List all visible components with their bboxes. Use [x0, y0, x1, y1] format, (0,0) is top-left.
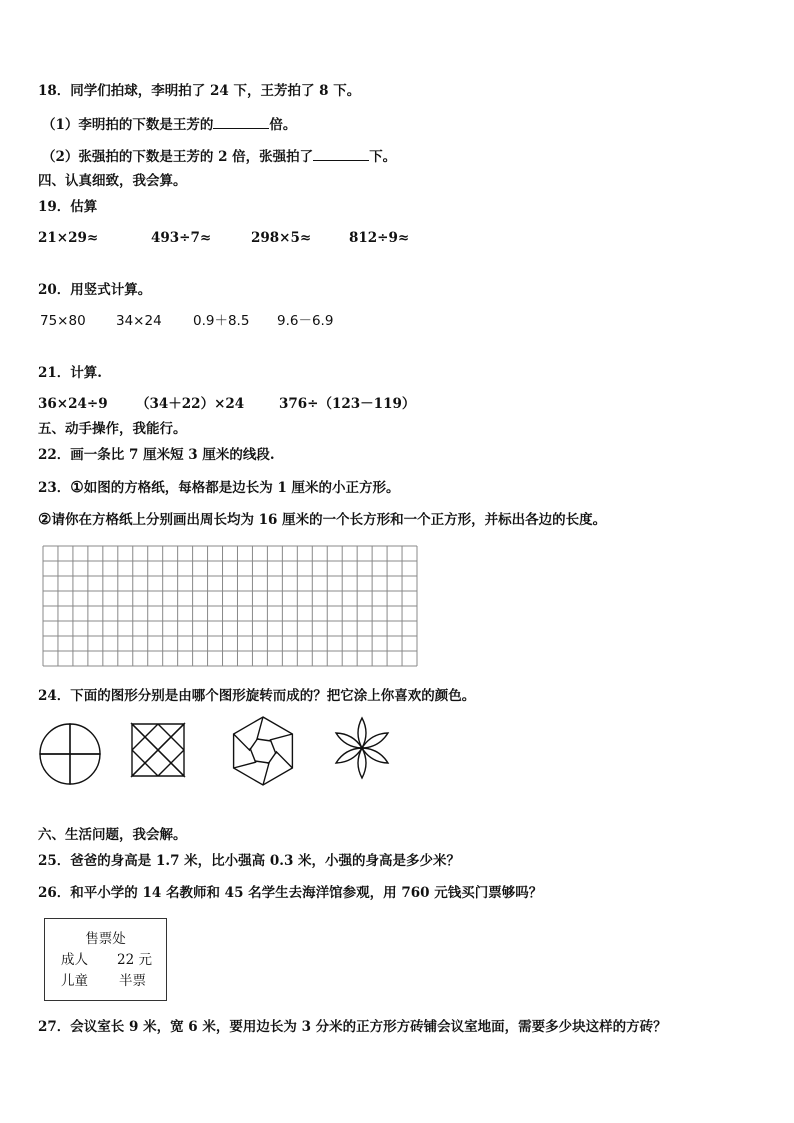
q23-line2-text: 请你在方格纸上分别画出周长均为 16 厘米的一个长方形和一个正方形，并标出各边的长度。 [51, 512, 607, 528]
q19-item-3: 298×5≈ [251, 230, 312, 246]
hexagon-figure[interactable] [226, 714, 300, 788]
q18-part1-blank[interactable] [213, 114, 269, 129]
q19-item-2: 493÷7≈ [151, 230, 212, 246]
q20-stem: 20．用竖式计算。 [38, 282, 152, 298]
q23-circle-2: ② [38, 510, 52, 528]
ticket-title: 售票处 [85, 931, 126, 947]
cross-figure[interactable] [128, 720, 188, 780]
ticket-adult-label: 成人 [61, 952, 88, 968]
q26-stem: 26．和平小学的 14 名教师和 45 名学生去海洋馆参观，用 760 元钱买门票够吗？ [38, 885, 543, 901]
q18-part2-suffix: 下。 [369, 149, 397, 165]
q21-item-3: 376÷（123－119） [279, 396, 416, 412]
q27-stem: 27．会议室长 9 米，宽 6 米，要用边长为 3 分米的正方形方砖铺会议室地面，需要多少块这样的方砖？ [38, 1019, 667, 1035]
section-4-heading: 四、认真细致，我会算。 [38, 173, 187, 189]
q23-line1-text: 如图的方格纸，每格都是边长为 1 厘米的小正方形。 [83, 480, 400, 496]
q23-line2 [38, 510, 606, 529]
q23-circle-1: ① [70, 478, 84, 496]
pinwheel-figure[interactable] [36, 720, 104, 788]
grid-paper[interactable] [42, 545, 418, 667]
q19-item-4: 812÷9≈ [349, 230, 410, 246]
q19-item-1: 21×29≈ [38, 230, 99, 246]
q22-stem: 22．画一条比 7 厘米短 3 厘米的线段. [38, 447, 275, 463]
q20-item-4: 9.6－6.9 [277, 313, 334, 329]
q18-part1-suffix: 倍。 [269, 117, 297, 133]
q18-part1-text: （1）李明拍的下数是王芳的 [42, 117, 214, 133]
q20-item-1: 75×80 [40, 313, 86, 329]
flower-figure[interactable] [330, 716, 394, 780]
q18-part1 [42, 114, 296, 134]
ticket-price-box [44, 918, 167, 1001]
q24-stem: 24．下面的图形分别是由哪个图形旋转而成的？把它涂上你喜欢的颜色。 [38, 688, 476, 704]
ticket-adult-price: 22 元 [117, 952, 152, 968]
q18-part2 [42, 146, 396, 166]
ticket-child-label: 儿童 [61, 973, 88, 989]
q20-item-3: 0.9＋8.5 [193, 313, 250, 329]
q21-item-2: （34＋22）×24 [136, 396, 245, 412]
section-5-heading: 五、动手操作，我能行。 [38, 421, 187, 437]
q18-stem: 18．同学们拍球，李明拍了 24 下，王芳拍了 8 下。 [38, 83, 361, 99]
q21-stem: 21．计算. [38, 365, 102, 381]
q18-part2-text: （2）张强拍的下数是王芳的 2 倍，张强拍了 [42, 149, 314, 165]
q23-line1 [38, 478, 400, 497]
ticket-child-price: 半票 [119, 973, 146, 989]
q21-item-1: 36×24÷9 [38, 396, 108, 412]
section-6-heading: 六、生活问题，我会解。 [38, 827, 187, 843]
q25-stem: 25．爸爸的身高是 1.7 米，比小强高 0.3 米，小强的身高是多少米？ [38, 853, 461, 869]
q20-item-2: 34×24 [116, 313, 162, 329]
q23-number: 23． [38, 480, 71, 496]
q19-stem: 19．估算 [38, 199, 98, 215]
q18-part2-blank[interactable] [313, 146, 369, 161]
